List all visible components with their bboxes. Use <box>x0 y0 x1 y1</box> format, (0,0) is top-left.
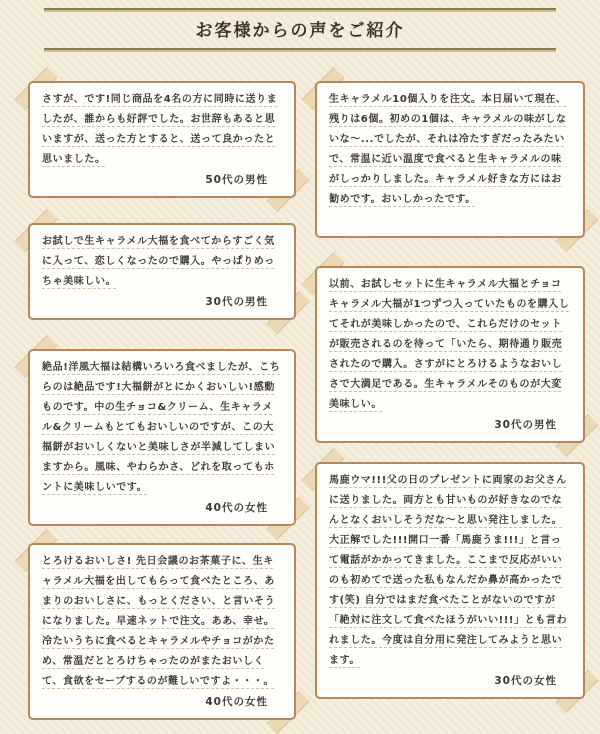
testimonial-column-right <box>315 81 585 699</box>
testimonial-card-left-1 <box>28 81 296 198</box>
testimonial-card-body <box>28 543 296 720</box>
testimonial-card-left-4 <box>28 543 296 720</box>
page-header <box>0 0 600 50</box>
testimonial-card-body <box>315 266 585 443</box>
testimonial-card-body <box>28 349 296 526</box>
testimonial-card-left-2 <box>28 223 296 320</box>
header-rule-bottom <box>44 48 556 50</box>
testimonial-author <box>329 210 571 230</box>
testimonial-card-left-3 <box>28 349 296 526</box>
testimonial-author: 40代の女性 <box>205 502 268 514</box>
testimonial-text: 以前、お試しセットに生キャラメル大福とチョコキャラメル大福が1つずつ入っていたものを購入してそれが美味しかったので、これらだけのセットが販売されるのを待って「いたら、期待通り販売されたので購入。さすがにとろけるようなおいしさで大満足である。生キャラメルそのものが大変美味しい。 <box>329 279 570 410</box>
testimonial-card-body <box>28 223 296 320</box>
testimonial-text: さすが、です!同じ商品を4名の方に同時に送りましたが、誰からも好評でした。お世辞もあると思いますが、送った方とすると、送って良かったと思いました。 <box>42 94 278 165</box>
testimonial-text: お試しで生キャラメル大福を食べてからすごく気に入って、恋しくなったので購入。やっぱりめっちゃ美味しい。 <box>42 236 275 287</box>
page-title: お客様からの声をご紹介 <box>195 21 405 41</box>
testimonial-author: 30代の男性 <box>494 419 557 431</box>
testimonial-card-right-2 <box>315 266 585 443</box>
testimonial-card-body <box>315 462 585 699</box>
testimonial-author: 50代の男性 <box>205 174 268 186</box>
testimonial-author: 40代の女性 <box>205 696 268 708</box>
testimonial-card-body <box>28 81 296 198</box>
testimonial-text: とろけるおいしさ! 先日会議のお茶菓子に、生キャラメル大福を出してもらって食べたところ、あまりのおいしさに、もっとください、と言いそうになりました。早速ネットで注文。ああ、幸せ。冷たいうちに食べるとキャラメルやチョコがかため、常温だととろけちゃったのがまたおいしくて、食欲をセーブするのが難しいですよ・・・。 <box>42 556 276 687</box>
testimonial-column-left <box>28 81 296 720</box>
testimonial-card-right-3 <box>315 462 585 699</box>
testimonial-columns <box>0 81 600 720</box>
testimonial-text: 絶品!洋風大福は結構いろいろ食べましたが、こちらのは絶品です!大福餅がとにかくおいしい!感動ものです。中の生チョコ&クリーム、生キャラメル&クリームもとてもおいしいのですが、この大福餅がおいしくないと美味しさが半減してしまいますから。風味、やわらかさ、どれを取ってもホントに美味しいです。 <box>42 362 281 493</box>
testimonial-text: 生キャラメル10個入りを注文。本日届いて現在、残りは6個。初めの1個は、キャラメルの味がしないな～...でしたが、それは冷たすぎだったみたいで、常温に近い温度で食べると生キャラメルの味がしっかりしました。キャラメル好きな方にはお勧めです。おいしかったです。 <box>329 94 567 205</box>
testimonial-text: 馬鹿ウマ!!!父の日のプレゼントに両家のお父さんに送りました。両方とも甘いものが好きなのでなんとなくおいしそうだな～と思い発注しました。大正解でした!!!開口一番「馬鹿うま!!!」と言って電話がかかってきました。ここまで反応がいいのも初めてで送った私もなんだか鼻が高かったです(笑) 自分ではまだ食べたことがないのですが「絶対に注文して食べたほうがいい!!!」とも言われました。今度は自分用に発注してみようと思います。 <box>329 475 568 666</box>
testimonial-card-right-1 <box>315 81 585 238</box>
testimonial-author: 30代の男性 <box>205 296 268 308</box>
testimonial-author: 30代の女性 <box>494 675 557 687</box>
testimonial-card-body <box>315 81 585 238</box>
